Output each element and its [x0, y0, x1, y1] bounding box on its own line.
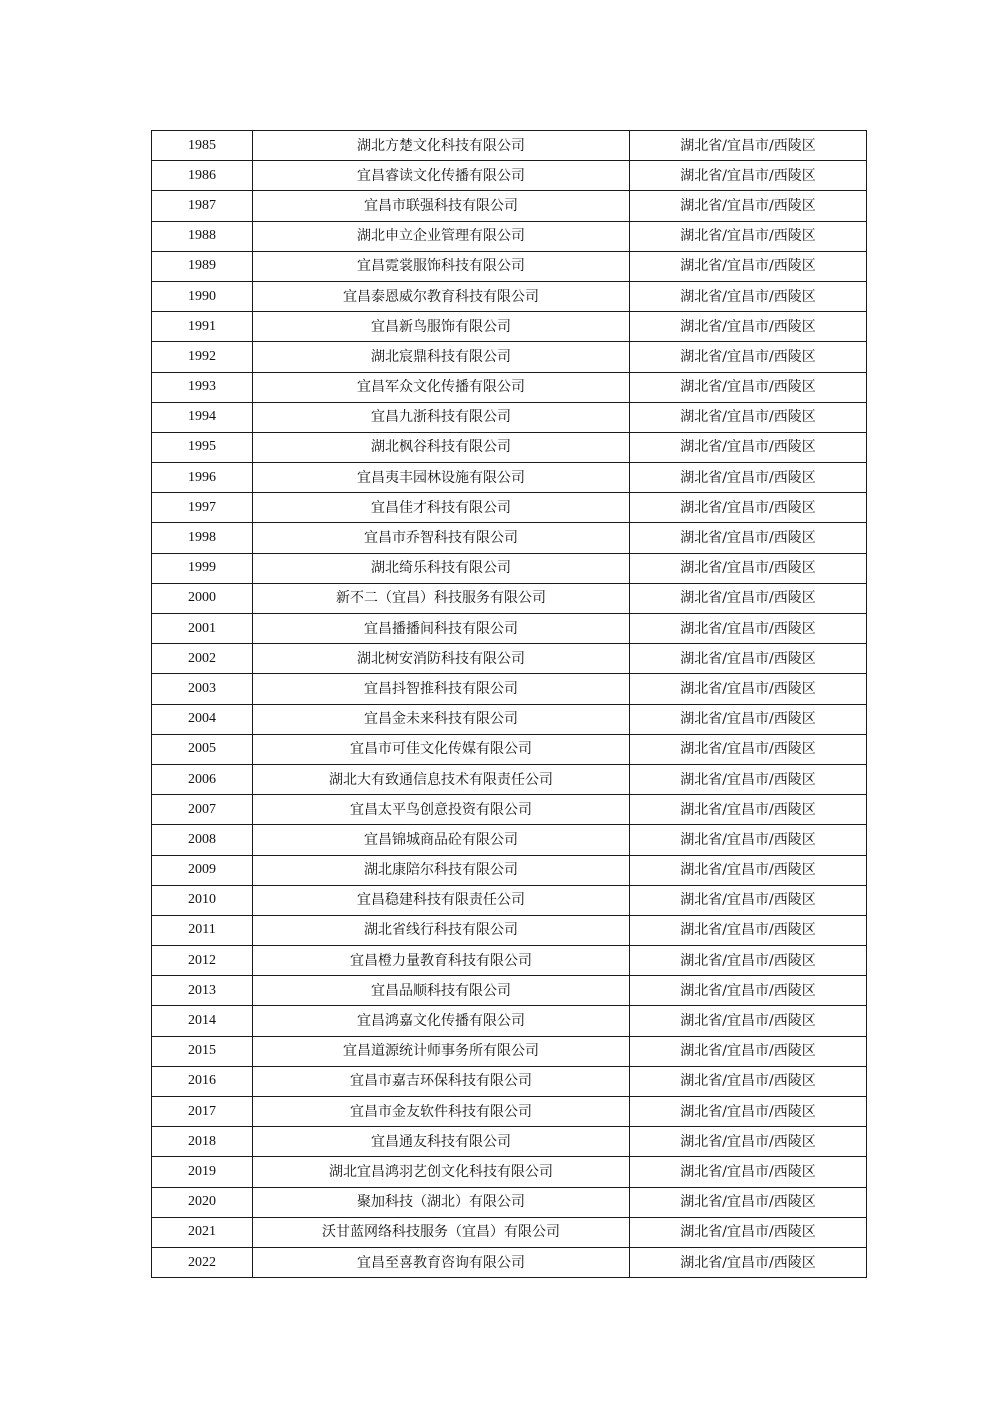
row-number-cell: 2009 [152, 855, 253, 885]
table-row [152, 161, 867, 191]
company-registry-table [151, 130, 867, 1278]
region-cell: 湖北省/宜昌市/西陵区 [630, 553, 867, 583]
row-number-cell: 1997 [152, 493, 253, 523]
table-row [152, 583, 867, 613]
region-cell: 湖北省/宜昌市/西陵区 [630, 855, 867, 885]
row-number-cell: 1994 [152, 402, 253, 432]
company-name-cell: 宜昌稳建科技有限责任公司 [253, 885, 630, 915]
company-name-cell: 湖北树安消防科技有限公司 [253, 644, 630, 674]
table-row [152, 1066, 867, 1096]
company-name-cell: 宜昌泰恩威尔教育科技有限公司 [253, 281, 630, 311]
table-row [152, 342, 867, 372]
company-name-cell: 宜昌抖智推科技有限公司 [253, 674, 630, 704]
region-cell: 湖北省/宜昌市/西陵区 [630, 1066, 867, 1096]
region-cell: 湖北省/宜昌市/西陵区 [630, 825, 867, 855]
row-number-cell: 1987 [152, 191, 253, 221]
table-row [152, 312, 867, 342]
table-row [152, 432, 867, 462]
row-number-cell: 2022 [152, 1247, 253, 1277]
company-name-cell: 宜昌通友科技有限公司 [253, 1127, 630, 1157]
table-row [152, 1036, 867, 1066]
table-row [152, 221, 867, 251]
region-cell: 湖北省/宜昌市/西陵区 [630, 432, 867, 462]
table-row [152, 674, 867, 704]
region-cell: 湖北省/宜昌市/西陵区 [630, 764, 867, 794]
table-row [152, 463, 867, 493]
company-name-cell: 沃甘蓝网络科技服务（宜昌）有限公司 [253, 1217, 630, 1247]
row-number-cell: 1992 [152, 342, 253, 372]
company-name-cell: 宜昌品顺科技有限公司 [253, 976, 630, 1006]
region-cell: 湖北省/宜昌市/西陵区 [630, 463, 867, 493]
region-cell: 湖北省/宜昌市/西陵区 [630, 1247, 867, 1277]
company-name-cell: 宜昌市联强科技有限公司 [253, 191, 630, 221]
company-name-cell: 湖北大有致通信息技术有限责任公司 [253, 764, 630, 794]
table-row [152, 764, 867, 794]
table-row [152, 976, 867, 1006]
row-number-cell: 2001 [152, 614, 253, 644]
table-row [152, 734, 867, 764]
table-row [152, 946, 867, 976]
company-name-cell: 宜昌太平鸟创意投资有限公司 [253, 795, 630, 825]
row-number-cell: 1990 [152, 281, 253, 311]
company-name-cell: 湖北省线行科技有限公司 [253, 915, 630, 945]
region-cell: 湖北省/宜昌市/西陵区 [630, 131, 867, 161]
row-number-cell: 2000 [152, 583, 253, 613]
row-number-cell: 2006 [152, 764, 253, 794]
row-number-cell: 2020 [152, 1187, 253, 1217]
region-cell: 湖北省/宜昌市/西陵区 [630, 915, 867, 945]
row-number-cell: 1989 [152, 251, 253, 281]
company-name-cell: 宜昌锦城商品砼有限公司 [253, 825, 630, 855]
company-name-cell: 宜昌睿读文化传播有限公司 [253, 161, 630, 191]
row-number-cell: 1995 [152, 432, 253, 462]
company-name-cell: 湖北枫谷科技有限公司 [253, 432, 630, 462]
row-number-cell: 2011 [152, 915, 253, 945]
row-number-cell: 2003 [152, 674, 253, 704]
registry-table-body [152, 131, 867, 1278]
region-cell: 湖北省/宜昌市/西陵区 [630, 674, 867, 704]
table-row [152, 251, 867, 281]
company-name-cell: 宜昌市金友软件科技有限公司 [253, 1097, 630, 1127]
region-cell: 湖北省/宜昌市/西陵区 [630, 372, 867, 402]
row-number-cell: 1991 [152, 312, 253, 342]
table-row [152, 1187, 867, 1217]
company-name-cell: 宜昌新鸟服饰有限公司 [253, 312, 630, 342]
company-name-cell: 宜昌市嘉吉环保科技有限公司 [253, 1066, 630, 1096]
company-name-cell: 宜昌播播间科技有限公司 [253, 614, 630, 644]
row-number-cell: 2017 [152, 1097, 253, 1127]
region-cell: 湖北省/宜昌市/西陵区 [630, 614, 867, 644]
row-number-cell: 1999 [152, 553, 253, 583]
company-name-cell: 宜昌佳才科技有限公司 [253, 493, 630, 523]
company-name-cell: 宜昌军众文化传播有限公司 [253, 372, 630, 402]
company-name-cell: 湖北宜昌鸿羽艺创文化科技有限公司 [253, 1157, 630, 1187]
region-cell: 湖北省/宜昌市/西陵区 [630, 191, 867, 221]
region-cell: 湖北省/宜昌市/西陵区 [630, 795, 867, 825]
company-name-cell: 宜昌橙力量教育科技有限公司 [253, 946, 630, 976]
row-number-cell: 1985 [152, 131, 253, 161]
region-cell: 湖北省/宜昌市/西陵区 [630, 1006, 867, 1036]
row-number-cell: 2016 [152, 1066, 253, 1096]
table-row [152, 795, 867, 825]
company-name-cell: 湖北绮乐科技有限公司 [253, 553, 630, 583]
table-row [152, 644, 867, 674]
table-row [152, 1247, 867, 1277]
table-row [152, 372, 867, 402]
region-cell: 湖北省/宜昌市/西陵区 [630, 946, 867, 976]
row-number-cell: 1996 [152, 463, 253, 493]
table-row [152, 1157, 867, 1187]
table-row [152, 1127, 867, 1157]
row-number-cell: 2004 [152, 704, 253, 734]
region-cell: 湖北省/宜昌市/西陵区 [630, 523, 867, 553]
company-name-cell: 宜昌至喜教育咨询有限公司 [253, 1247, 630, 1277]
row-number-cell: 1998 [152, 523, 253, 553]
company-name-cell: 湖北宸鼎科技有限公司 [253, 342, 630, 372]
region-cell: 湖北省/宜昌市/西陵区 [630, 1036, 867, 1066]
row-number-cell: 2019 [152, 1157, 253, 1187]
region-cell: 湖北省/宜昌市/西陵区 [630, 342, 867, 372]
table-row [152, 825, 867, 855]
table-row [152, 885, 867, 915]
row-number-cell: 2013 [152, 976, 253, 1006]
company-name-cell: 新不二（宜昌）科技服务有限公司 [253, 583, 630, 613]
table-row [152, 915, 867, 945]
company-name-cell: 宜昌金未来科技有限公司 [253, 704, 630, 734]
table-row [152, 523, 867, 553]
company-name-cell: 宜昌鸿嘉文化传播有限公司 [253, 1006, 630, 1036]
table-row [152, 402, 867, 432]
region-cell: 湖北省/宜昌市/西陵区 [630, 312, 867, 342]
table-row [152, 493, 867, 523]
company-name-cell: 宜昌夷丰园林设施有限公司 [253, 463, 630, 493]
table-row [152, 281, 867, 311]
company-name-cell: 聚加科技（湖北）有限公司 [253, 1187, 630, 1217]
company-name-cell: 湖北康陪尔科技有限公司 [253, 855, 630, 885]
row-number-cell: 2008 [152, 825, 253, 855]
table-row [152, 1006, 867, 1036]
region-cell: 湖北省/宜昌市/西陵区 [630, 1157, 867, 1187]
region-cell: 湖北省/宜昌市/西陵区 [630, 885, 867, 915]
table-row [152, 855, 867, 885]
table-row [152, 553, 867, 583]
row-number-cell: 1988 [152, 221, 253, 251]
company-name-cell: 宜昌霓裳服饰科技有限公司 [253, 251, 630, 281]
row-number-cell: 2010 [152, 885, 253, 915]
region-cell: 湖北省/宜昌市/西陵区 [630, 644, 867, 674]
company-name-cell: 宜昌九浙科技有限公司 [253, 402, 630, 432]
region-cell: 湖北省/宜昌市/西陵区 [630, 704, 867, 734]
row-number-cell: 2021 [152, 1217, 253, 1247]
table-row [152, 1097, 867, 1127]
row-number-cell: 2007 [152, 795, 253, 825]
table-row [152, 704, 867, 734]
region-cell: 湖北省/宜昌市/西陵区 [630, 734, 867, 764]
region-cell: 湖北省/宜昌市/西陵区 [630, 976, 867, 1006]
company-name-cell: 宜昌道源统计师事务所有限公司 [253, 1036, 630, 1066]
region-cell: 湖北省/宜昌市/西陵区 [630, 221, 867, 251]
region-cell: 湖北省/宜昌市/西陵区 [630, 1097, 867, 1127]
region-cell: 湖北省/宜昌市/西陵区 [630, 583, 867, 613]
row-number-cell: 2012 [152, 946, 253, 976]
row-number-cell: 2014 [152, 1006, 253, 1036]
region-cell: 湖北省/宜昌市/西陵区 [630, 281, 867, 311]
region-cell: 湖北省/宜昌市/西陵区 [630, 1127, 867, 1157]
region-cell: 湖北省/宜昌市/西陵区 [630, 251, 867, 281]
table-row [152, 614, 867, 644]
row-number-cell: 2005 [152, 734, 253, 764]
company-name-cell: 湖北方楚文化科技有限公司 [253, 131, 630, 161]
region-cell: 湖北省/宜昌市/西陵区 [630, 493, 867, 523]
company-name-cell: 宜昌市乔智科技有限公司 [253, 523, 630, 553]
table-row [152, 131, 867, 161]
region-cell: 湖北省/宜昌市/西陵区 [630, 402, 867, 432]
company-name-cell: 宜昌市可佳文化传媒有限公司 [253, 734, 630, 764]
row-number-cell: 1986 [152, 161, 253, 191]
row-number-cell: 2002 [152, 644, 253, 674]
row-number-cell: 2018 [152, 1127, 253, 1157]
table-row [152, 1217, 867, 1247]
row-number-cell: 2015 [152, 1036, 253, 1066]
region-cell: 湖北省/宜昌市/西陵区 [630, 161, 867, 191]
region-cell: 湖北省/宜昌市/西陵区 [630, 1187, 867, 1217]
table-row [152, 191, 867, 221]
company-name-cell: 湖北申立企业管理有限公司 [253, 221, 630, 251]
region-cell: 湖北省/宜昌市/西陵区 [630, 1217, 867, 1247]
row-number-cell: 1993 [152, 372, 253, 402]
